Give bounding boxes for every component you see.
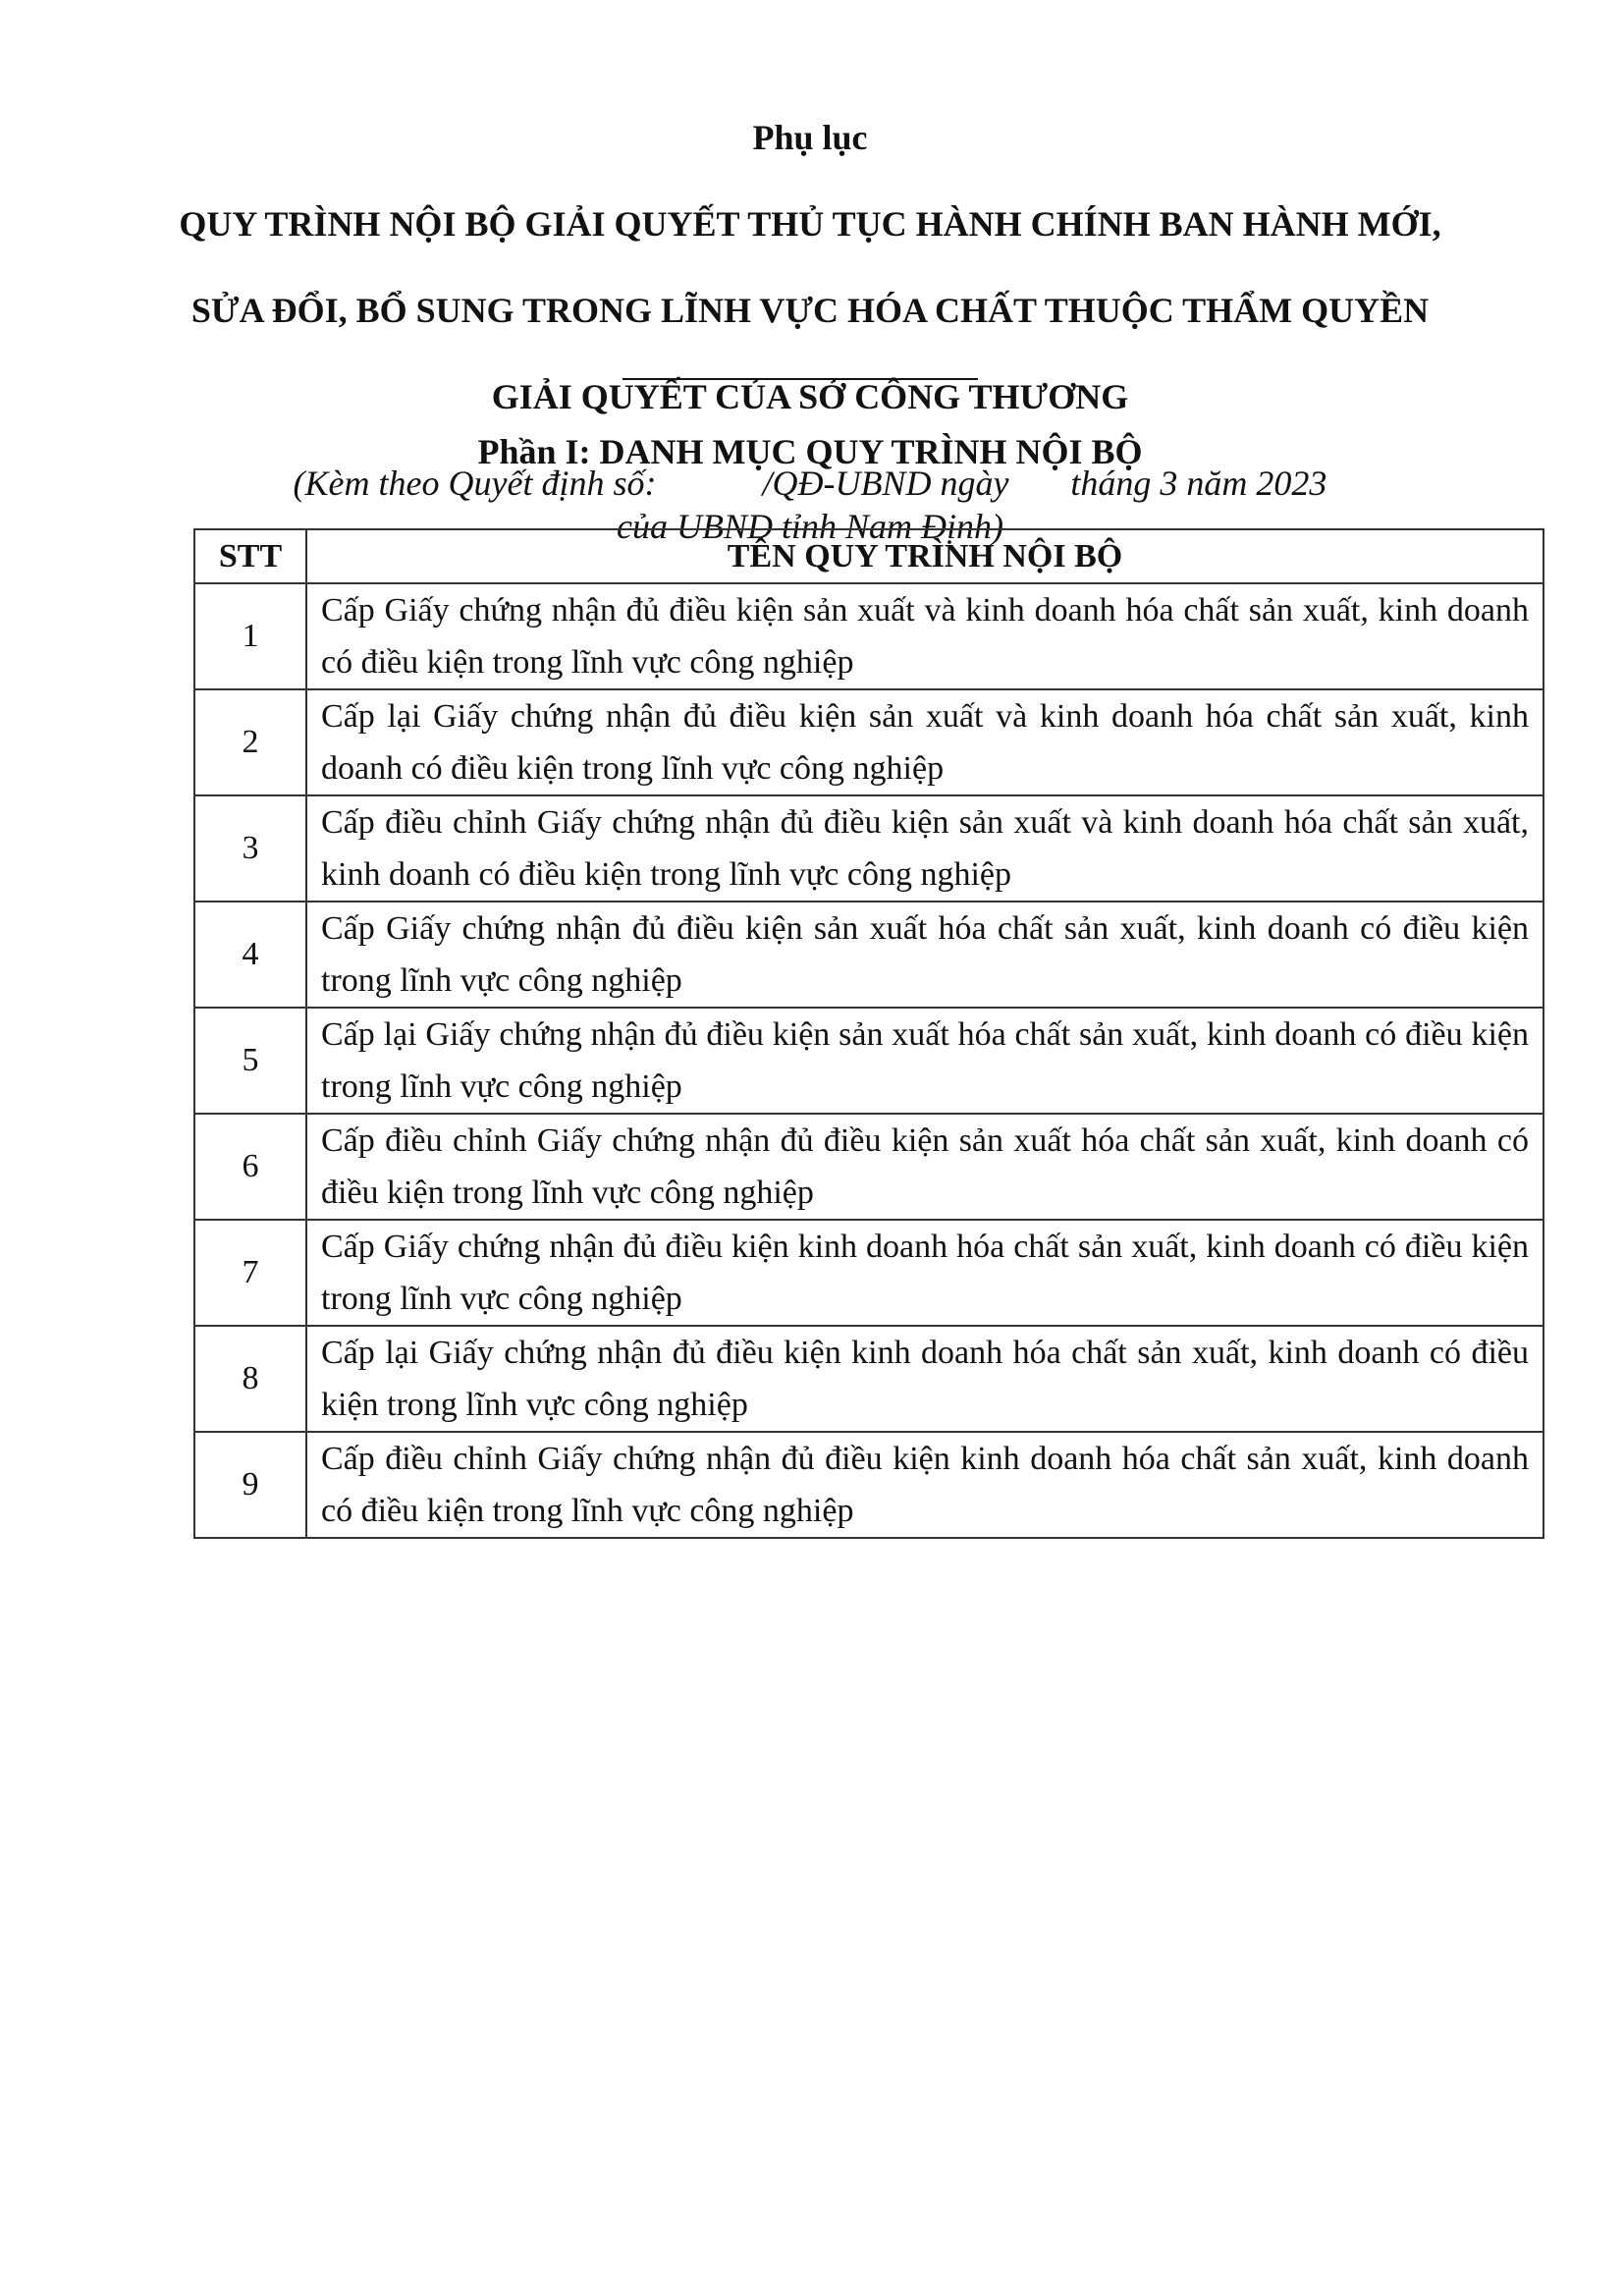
table-row [194,902,1543,1008]
procedure-name: Cấp Giấy chứng nhận đủ điều kiện sản xuất hóa chất sản xuất, kinh doanh có điều kiện trong lĩnh vực công nghiệp [306,902,1543,1008]
procedure-name: Cấp lại Giấy chứng nhận đủ điều kiện sản xuất hóa chất sản xuất, kinh doanh có điều kiện trong lĩnh vực công nghiệp [306,1008,1543,1114]
table-row [194,1220,1543,1326]
column-header-stt: STT [194,529,306,583]
row-number: 5 [194,1008,306,1114]
procedure-name: Cấp điều chỉnh Giấy chứng nhận đủ điều kiện sản xuất hóa chất sản xuất, kinh doanh có điều kiện trong lĩnh vực công nghiệp [306,1114,1543,1220]
section-title: Phần I: DANH MỤC QUY TRÌNH NỘI BỘ [477,432,1143,471]
document-title [147,159,1473,462]
procedure-name: Cấp điều chỉnh Giấy chứng nhận đủ điều kiện kinh doanh hóa chất sản xuất, kinh doanh có điều kiện trong lĩnh vực công nghiệp [306,1432,1543,1538]
issuing-authority: của UBND tỉnh Nam Định) [617,507,1003,546]
decision-reference: (Kèm theo Quyết định số: /QĐ-UBND ngày tháng 3 năm 2023 [293,464,1327,503]
procedure-table [193,528,1544,1539]
row-number: 6 [194,1114,306,1220]
row-number: 2 [194,689,306,795]
procedure-name: Cấp Giấy chứng nhận đủ điều kiện sản xuất và kinh doanh hóa chất sản xuất, kinh doanh có điều kiện trong lĩnh vực công nghiệp [306,583,1543,689]
title-line: QUY TRÌNH NỘI BỘ GIẢI QUYẾT THỦ TỤC HÀNH CHÍNH BAN HÀNH MỚI, [179,204,1441,244]
title-line: SỬA ĐỔI, BỔ SUNG TRONG LĨNH VỰC HÓA CHẤT THUỘC THẨM QUYỀN [190,291,1430,330]
table-row [194,1008,1543,1114]
table-row [194,689,1543,795]
table-row [194,1432,1543,1538]
row-number: 3 [194,795,306,902]
header-divider [623,378,978,380]
document-header [147,116,1473,548]
appendix-label: Phụ lục [752,118,868,157]
procedure-name: Cấp lại Giấy chứng nhận đủ điều kiện kinh doanh hóa chất sản xuất, kinh doanh có điều kiện trong lĩnh vực công nghiệp [306,1326,1543,1432]
row-number: 1 [194,583,306,689]
procedure-name: Cấp Giấy chứng nhận đủ điều kiện kinh doanh hóa chất sản xuất, kinh doanh có điều kiện trong lĩnh vực công nghiệp [306,1220,1543,1326]
table-row [194,583,1543,689]
table-row [194,1114,1543,1220]
table-row [194,1326,1543,1432]
procedure-name: Cấp điều chỉnh Giấy chứng nhận đủ điều kiện sản xuất và kinh doanh hóa chất sản xuất, kinh doanh có điều kiện trong lĩnh vực công nghiệp [306,795,1543,902]
row-number: 9 [194,1432,306,1538]
row-number: 7 [194,1220,306,1326]
row-number: 8 [194,1326,306,1432]
procedure-name: Cấp lại Giấy chứng nhận đủ điều kiện sản xuất và kinh doanh hóa chất sản xuất, kinh doanh có điều kiện trong lĩnh vực công nghiệp [306,689,1543,795]
column-header-name: TÊN QUY TRÌNH NỘI BỘ [306,529,1543,583]
title-line: GIẢI QUYẾT CỦA SỞ CÔNG THƯƠNG [491,377,1129,416]
row-number: 4 [194,902,306,1008]
table-row [194,795,1543,902]
table-body [194,583,1543,1538]
table-header-row [194,529,1543,583]
